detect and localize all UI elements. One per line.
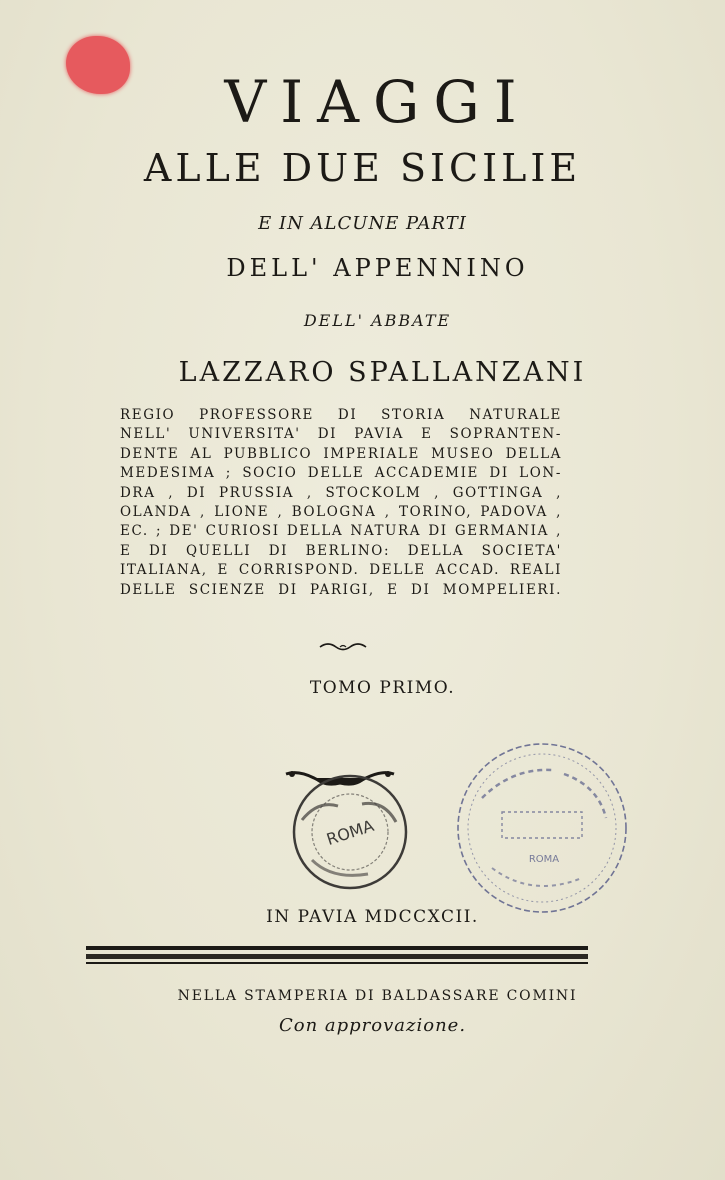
double-rule-top <box>86 946 588 950</box>
description-line: DENTE AL PUBBLICO IMPERIALE MUSEO DELLA <box>120 445 562 462</box>
title-appennino: DELL' APPENNINO <box>226 254 529 282</box>
description-line: MEDESIMA ; SOCIO DELLE ACCADEMIE DI LON- <box>120 465 562 482</box>
title-viaggi: VIAGGI <box>224 68 531 136</box>
double-rule-middle <box>86 954 588 959</box>
description-line: E DI QUELLI DI BERLINO: DELLA SOCIETA' <box>120 542 562 559</box>
subtitle-alcune-parti: E IN ALCUNE PARTI <box>258 213 467 234</box>
printer-line: NELLA STAMPERIA DI BALDASSARE COMINI <box>177 988 578 1004</box>
description-line: EC. ; DE' CURIOSI DELLA NATURA DI GERMANIA , <box>120 523 562 540</box>
description-line: REGIO PROFESSORE DI STORIA NATURALE <box>120 407 562 423</box>
description-line: OLANDA , LIONE , BOLOGNA , TORINO, PADOVA , <box>120 504 562 521</box>
stamp-left-text: ROMA <box>324 815 377 849</box>
volume-label: TOMO PRIMO. <box>309 678 456 698</box>
double-rule-bottom <box>86 962 588 964</box>
author-description <box>120 406 562 600</box>
author-prefix: DELL' ABBATE <box>303 311 452 330</box>
approval-line: Con approvazione. <box>278 1015 467 1036</box>
description-line: DRA , DI PRUSSIA , STOCKOLM , GOTTINGA , <box>120 484 562 501</box>
description-line: DELLE SCIENZE DI PARIGI, E DI MOMPELIERI. <box>120 581 562 598</box>
stamp-right-text: ROMA <box>528 854 560 865</box>
description-line: NELL' UNIVERSITA' DI PAVIA E SOPRANTEN- <box>120 426 562 443</box>
library-stamp-left-icon <box>288 770 412 894</box>
title-alle-due-sicilie: ALLE DUE SICILIE <box>143 146 582 190</box>
library-stamp-right-icon <box>452 738 632 918</box>
small-ornament-icon <box>318 640 368 654</box>
description-line: ITALIANA, E CORRISPOND. DELLE ACCAD. REALI <box>120 562 562 579</box>
place-and-date: IN PAVIA MDCCXCII. <box>266 907 479 927</box>
author-name: LAZZARO SPALLANZANI <box>178 357 587 388</box>
